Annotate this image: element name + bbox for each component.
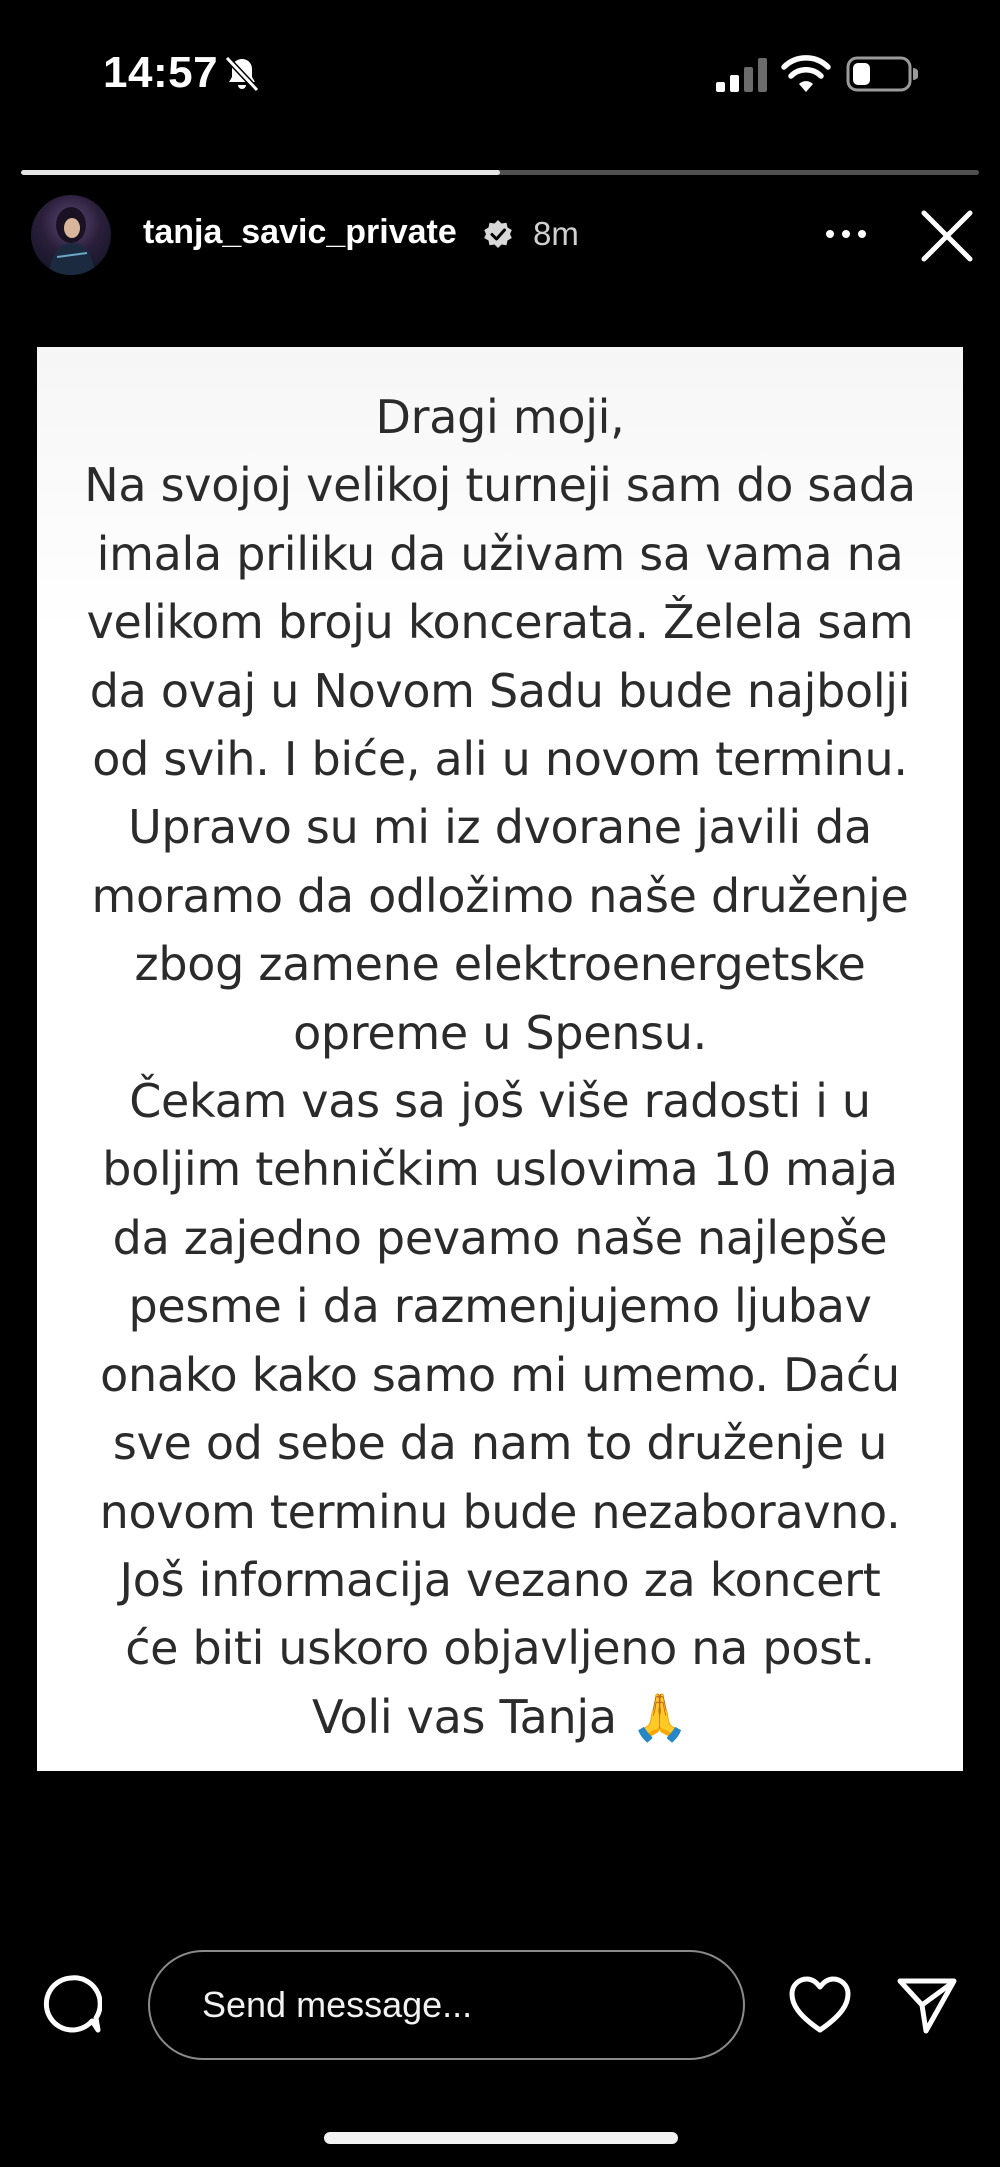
story-text-line: Još informacija vezano za koncert: [119, 1552, 881, 1607]
story-text-line: Dragi moji,: [375, 390, 625, 444]
story-text-line: od svih. I biće, ali u novom terminu.: [92, 732, 908, 787]
avatar-image: [31, 195, 111, 275]
story-text-line: velikom broju koncerata. Želela sam: [86, 595, 914, 650]
more-horizontal-icon[interactable]: [822, 219, 870, 249]
close-icon[interactable]: [920, 209, 974, 263]
story-text-line: onako kako samo mi umemo. Daću: [100, 1347, 900, 1402]
story-text-line: pesme i da razmenjujemo ljubav: [128, 1279, 872, 1334]
story-text-line: zbog zamene elektroenergetske: [134, 937, 866, 992]
story-text-line: Upravo su mi iz dvorane javili da: [128, 800, 872, 855]
story-text-card: [37, 347, 963, 1771]
home-indicator[interactable]: [324, 2132, 678, 2144]
wifi-icon: [781, 54, 831, 94]
story-progress-fill: [21, 170, 500, 175]
story-text-line: Čekam vas sa još više radosti i u: [129, 1074, 871, 1129]
story-text: [37, 383, 963, 1751]
story-text-line: imala priliku da uživam sa vama na: [96, 526, 904, 581]
story-text-line: novom terminu bude nezaboravno.: [99, 1484, 901, 1539]
story-text-line: da ovaj u Novom Sadu bude najbolji: [89, 663, 911, 718]
heart-icon[interactable]: [788, 1975, 852, 2035]
send-message-input[interactable]: [148, 1950, 745, 2060]
camera-icon[interactable]: [40, 1973, 102, 2035]
story-text-line: sve od sebe da nam to druženje u: [112, 1416, 888, 1471]
status-bar: [0, 0, 1000, 150]
story-text-line: boljim tehničkim uslovima 10 maja: [102, 1142, 898, 1197]
verified-badge-icon: [483, 219, 513, 249]
story-header: [0, 195, 1000, 275]
story-username[interactable]: tanja_savic_private: [143, 213, 457, 251]
story-text-line: opreme u Spensu.: [293, 1005, 707, 1060]
battery-icon: [846, 56, 918, 92]
story-progress-bar: [21, 170, 979, 175]
status-time: 14:57: [103, 48, 219, 97]
bell-slash-icon: [222, 54, 262, 94]
story-text-line: Voli vas Tanja 🙏: [311, 1689, 689, 1744]
avatar[interactable]: [31, 195, 111, 275]
cellular-signal-icon: [716, 58, 770, 92]
story-text-line: će biti uskoro objavljeno na post.: [125, 1621, 875, 1676]
story-text-line: moramo da odložimo naše druženje: [91, 868, 909, 923]
story-text-line: Na svojoj velikoj turneji sam do sada: [84, 458, 916, 513]
story-text-line: da zajedno pevamo naše najlepše: [112, 1210, 888, 1265]
send-icon[interactable]: [896, 1975, 958, 2035]
story-timestamp: 8m: [533, 215, 579, 252]
